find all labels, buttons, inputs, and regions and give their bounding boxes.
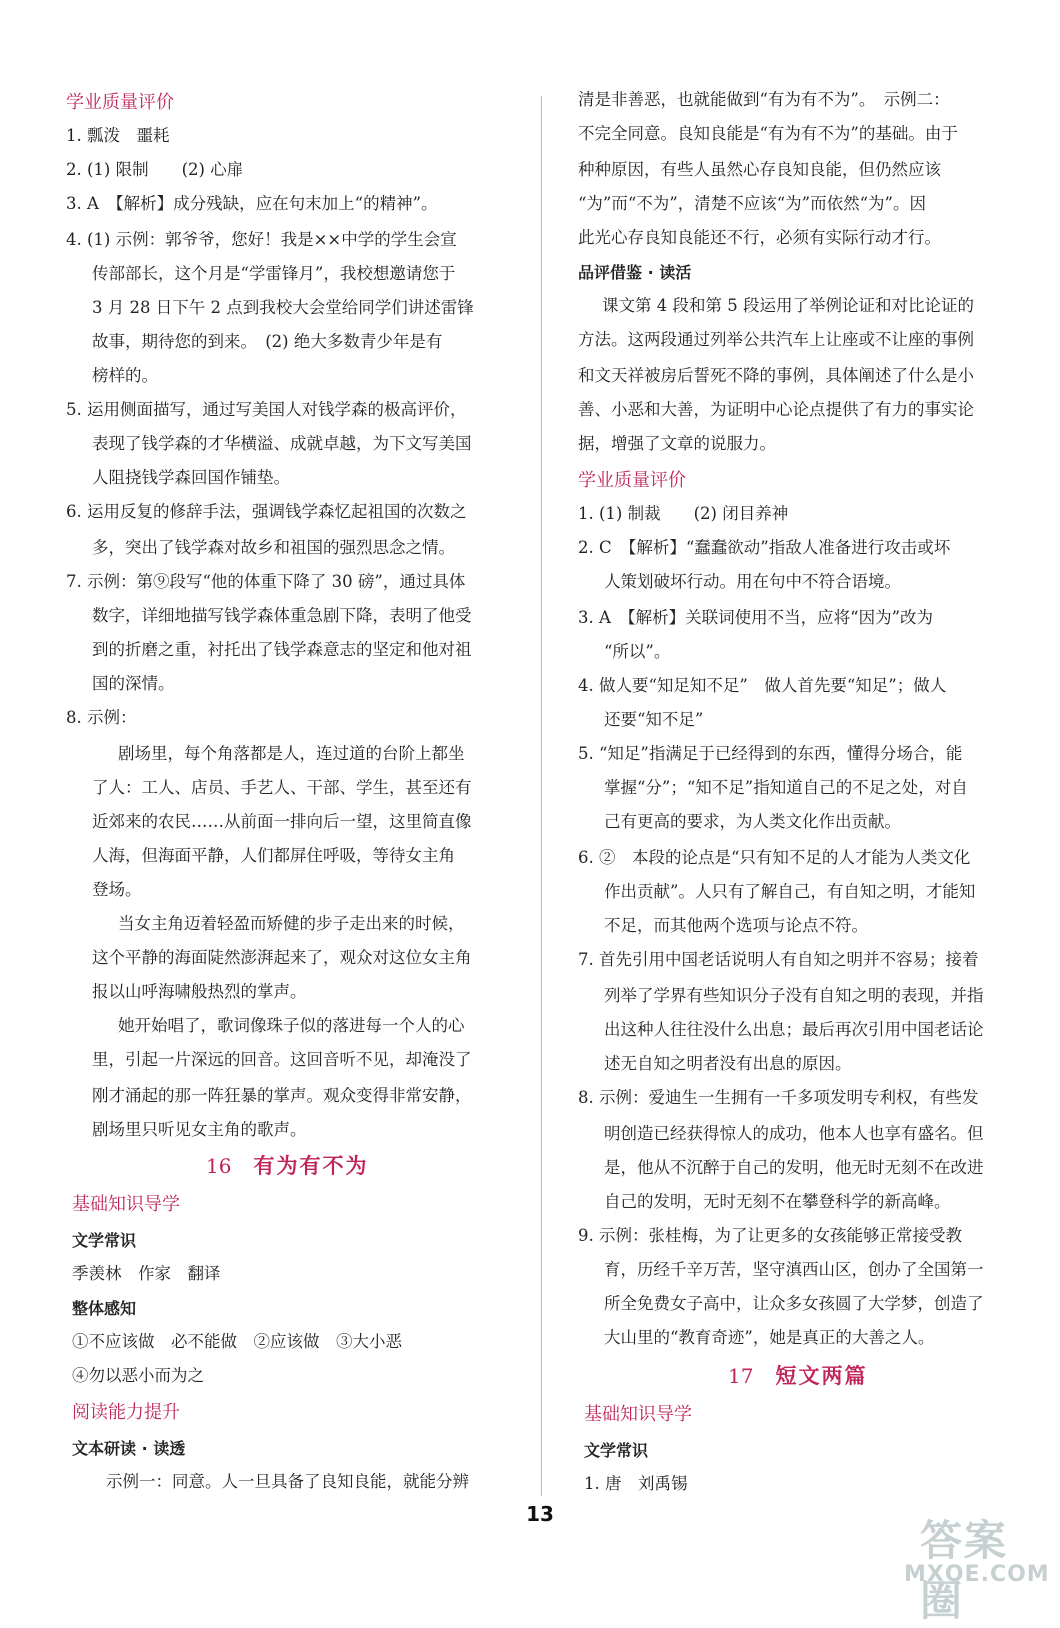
answer-line: 2. C 【解析】“蠢蠢欲动”指敌人准备进行攻击或坏 [578, 538, 951, 557]
answer-line: 人阻挠钱学森回国作铺垫。 [92, 468, 290, 487]
answer-line: 己有更高的要求，为人类文化作出贡献。 [604, 812, 901, 831]
answer-line: 掌握“分”；“知不足”指知道自己的不足之处，对自 [604, 778, 968, 797]
answer-line: 人海，但海面平静，人们都屏住呼吸，等待女主角 [92, 846, 455, 865]
subheading: 整体感知 [72, 1299, 137, 1318]
answer-line: 她开始唱了，歌词像珠子似的落进每一个人的心 [118, 1016, 465, 1035]
answer-line: 登场。 [92, 880, 142, 899]
answer-line: 多，突出了钱学森对故乡和祖国的强烈思念之情。 [92, 538, 455, 557]
answer-line: 季羡林 作家 翻译 [72, 1264, 221, 1283]
answer-line: 8. 示例： [66, 708, 137, 727]
answer-line: 5. 运用侧面描写，通过写美国人对钱学森的极高评价， [66, 400, 467, 419]
answer-line: 作出贡献”。人只有了解自己，有自知之明，才能知 [604, 882, 976, 901]
answer-line: 3 月 28 日下午 2 点到我校大会堂给同学们讲述雷锋 [92, 298, 474, 317]
answer-line: 自己的发明，无时无刻不在攀登科学的新高峰。 [604, 1192, 951, 1211]
answer-line: 方法。这两段通过列举公共汽车上让座或不让座的事例 [578, 330, 974, 349]
section-heading: 基础知识导学 [72, 1194, 180, 1215]
section-heading: 阅读能力提升 [72, 1402, 180, 1423]
answer-line: 清是非善恶，也就能做到“有为有不为”。 示例二： [578, 90, 950, 109]
lesson-title: 有为有不为 [253, 1154, 369, 1178]
answer-line: 剧场里，每个角落都是人，连过道的台阶上都坐 [118, 744, 465, 763]
watermark-logo [900, 1500, 1050, 1625]
lesson-heading [206, 1150, 368, 1180]
answer-line: 1. 唐 刘禹锡 [584, 1474, 688, 1493]
answer-line: 1. (1) 制裁 (2) 闭目养神 [578, 504, 789, 523]
lesson-title: 短文两篇 [775, 1364, 868, 1388]
answer-line: 此光心存良知良能还不行，必须有实际行动才行。 [578, 228, 941, 247]
answer-line: 所全免费女子高中，让众多女孩圆了大学梦，创造了 [604, 1294, 984, 1313]
answer-line: 不完全同意。良知良能是“有为有不为”的基础。由于 [578, 124, 958, 143]
answer-line: 9. 示例：张桂梅，为了让更多的女孩能够正常接受教 [578, 1226, 962, 1245]
answer-line: 里，引起一片深远的回音。这回音听不见，却淹没了 [92, 1050, 472, 1069]
answer-line: 据，增强了文章的说服力。 [578, 434, 776, 453]
answer-line: 榜样的。 [92, 366, 158, 385]
answer-line: 育，历经千辛万苦，坚守滇西山区，创办了全国第一 [604, 1260, 984, 1279]
answer-line: 剧场里只听见女主角的歌声。 [92, 1120, 307, 1139]
answer-line: 人策划破坏行动。用在句中不符合语境。 [604, 572, 901, 591]
answer-line: 8. 示例：爱迪生一生拥有一千多项发明专利权，有些发 [578, 1088, 979, 1107]
answer-line: 大山里的“教育奇迹”，她是真正的大善之人。 [604, 1328, 935, 1347]
answer-line: 示例一：同意。人一旦具备了良知良能，就能分辨 [106, 1472, 469, 1491]
answer-line: ④勿以恶小而为之 [72, 1366, 204, 1385]
answer-line: 1. 瓢泼 噩耗 [66, 126, 170, 145]
answer-line: 到的折磨之重，衬托出了钱学森意志的坚定和他对祖 [92, 640, 472, 659]
lesson-number: 17 [728, 1364, 754, 1388]
answer-line: 不足，而其他两个选项与论点不符。 [604, 916, 868, 935]
page-number: 13 [526, 1502, 554, 1526]
answer-line: 7. 首先引用中国老话说明人有自知之明并不容易；接着 [578, 950, 979, 969]
answer-line: 表现了钱学森的才华横溢、成就卓越，为下文写美国 [92, 434, 472, 453]
answer-line: 报以山呼海啸般热烈的掌声。 [92, 982, 307, 1001]
answer-line: “所以”。 [604, 642, 671, 661]
section-heading: 学业质量评价 [66, 92, 174, 113]
answer-line: 近郊来的农民……从前面一排向后一望，这里简直像 [92, 812, 472, 831]
answer-line: 出这种人往往没什么出息；最后再次引用中国老话论 [604, 1020, 984, 1039]
subheading: 文学常识 [72, 1231, 137, 1250]
lesson-heading [728, 1360, 867, 1390]
subheading: 文本研读 · 读透 [72, 1439, 186, 1458]
answer-line: 当女主角迈着轻盈而矫健的步子走出来的时候， [118, 914, 465, 933]
watermark-text: 答案圈 [920, 1516, 1009, 1625]
answer-line: 这个平静的海面陡然澎湃起来了，观众对这位女主角 [92, 948, 472, 967]
watermark-url: MXQE.COM [904, 1562, 1050, 1587]
answer-line: “为”而“不为”，清楚不应该“为”而依然“为”。因 [578, 194, 926, 213]
answer-line: ①不应该做 必不能做 ②应该做 ③大小恶 [72, 1332, 402, 1351]
answer-line: 4. (1) 示例：郭爷爷，您好！我是××中学的学生会宣 [66, 230, 457, 249]
answer-line: 传部部长，这个月是“学雷锋月”，我校想邀请您于 [92, 264, 456, 283]
answer-line: 2. (1) 限制 (2) 心扉 [66, 160, 244, 179]
section-heading: 学业质量评价 [578, 470, 686, 491]
answer-line: 4. 做人要“知足知不足” 做人首先要“知足”；做人 [578, 676, 947, 695]
answer-line: 3. A 【解析】成分残缺，应在句末加上“的精神”。 [66, 194, 438, 213]
answer-line: 善、小恶和大善，为证明中心论点提供了有力的事实论 [578, 400, 974, 419]
answer-line: 明创造已经获得惊人的成功，他本人也享有盛名。但 [604, 1124, 984, 1143]
answer-line: 3. A 【解析】关联词使用不当，应将“因为”改为 [578, 608, 934, 627]
answer-line: 5. “知足”指满足于已经得到的东西，懂得分场合，能 [578, 744, 963, 763]
answer-line: 还要“知不足” [604, 710, 704, 729]
answer-line: 和文天祥被房后誓死不降的事例，具体阐述了什么是小 [578, 366, 974, 385]
answer-line: 课文第 4 段和第 5 段运用了举例论证和对比论证的 [602, 296, 974, 315]
answer-line: 数字，详细地描写钱学森体重急剧下降，表明了他受 [92, 606, 472, 625]
answer-line: 6. 运用反复的修辞手法，强调钱学森忆起祖国的次数之 [66, 502, 467, 521]
answer-line: 刚才涌起的那一阵狂暴的掌声。观众变得非常安静， [92, 1086, 472, 1105]
lesson-number: 16 [206, 1154, 232, 1178]
subheading: 文学常识 [584, 1441, 649, 1460]
answer-line: 列举了学界有些知识分子没有自知之明的表现，并指 [604, 986, 984, 1005]
answer-line: 6. ② 本段的论点是“只有知不足的人才能为人类文化 [578, 848, 971, 867]
column-divider [541, 96, 542, 1496]
answer-line: 7. 示例：第⑨段写“他的体重下降了 30 磅”，通过具体 [66, 572, 466, 591]
answer-line: 故事，期待您的到来。 (2) 绝大多数青少年是有 [92, 332, 443, 351]
answer-line: 国的深情。 [92, 674, 175, 693]
answer-line: 是，他从不沉醉于自己的发明，他无时无刻不在改进 [604, 1158, 984, 1177]
answer-line: 种种原因，有些人虽然心存良知良能，但仍然应该 [578, 160, 941, 179]
section-heading: 基础知识导学 [584, 1404, 692, 1425]
answer-line: 述无自知之明者没有出息的原因。 [604, 1054, 852, 1073]
subheading: 品评借鉴 · 读活 [578, 263, 692, 282]
answer-line: 了人：工人、店员、手艺人、干部、学生，甚至还有 [92, 778, 472, 797]
